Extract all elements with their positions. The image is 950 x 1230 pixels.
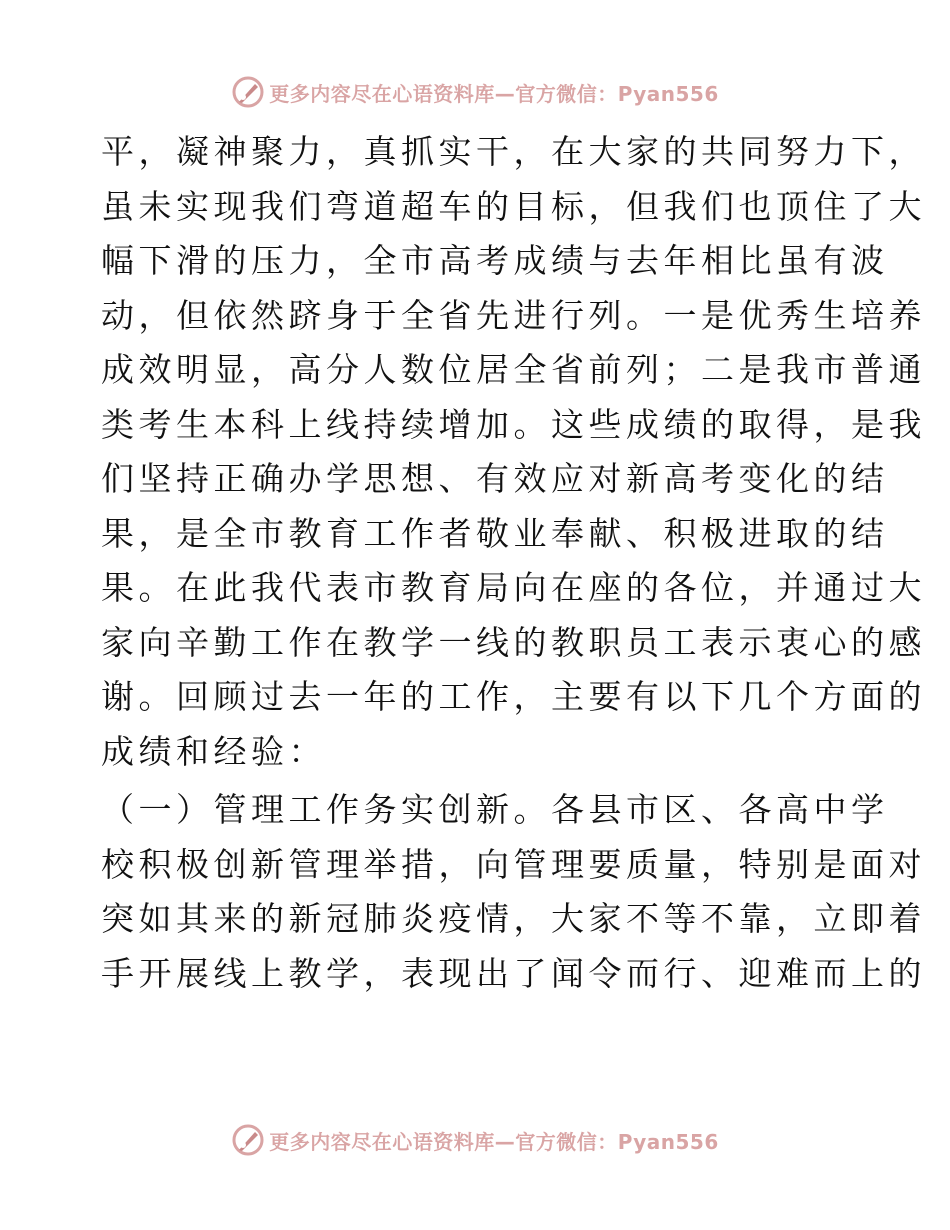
footer-watermark [0, 1120, 950, 1160]
watermark-text: 更多内容尽在心语资料库—官方微信：Pyan556 [269, 81, 719, 106]
text-line: 谢。回顾过去一年的工作，主要有以下几个方面的 [101, 677, 926, 716]
text-line: 幅下滑的压力，全市高考成绩与去年相比虽有波 [101, 241, 889, 280]
paragraph-results [101, 125, 926, 779]
text-line: 果，是全市教育工作者敬业奉献、积极进取的结 [101, 513, 889, 553]
text-line: 成效明显，高分人数位居全省前列；二是我市普通 [101, 350, 926, 389]
text-line: 突如其来的新冠肺炎疫情，大家不等不靠，立即着 [101, 899, 926, 938]
text-line: 虽未实现我们弯道超车的目标，但我们也顶住了大 [101, 186, 926, 226]
quill-circle-icon [231, 75, 265, 109]
text-line: 家向辛勤工作在教学一线的教职员工表示衷心的感 [101, 622, 926, 662]
text-line: 成绩和经验： [101, 731, 326, 771]
text-line: 们坚持正确办学思想、有效应对新高考变化的结 [101, 459, 889, 498]
text-line: 校积极创新管理举措，向管理要质量，特别是面对 [101, 844, 926, 884]
text-line: 平，凝神聚力，真抓实干，在大家的共同努力下， [101, 132, 926, 171]
header-watermark [0, 72, 950, 112]
watermark-text: 更多内容尽在心语资料库—官方微信：Pyan556 [269, 1129, 719, 1154]
text-line: 类考生本科上线持续增加。这些成绩的取得，是我 [101, 404, 926, 444]
paragraph-management [101, 783, 926, 1001]
text-line: 手开展线上教学，表现出了闻令而行、迎难而上的 [101, 953, 926, 993]
text-line: （一）管理工作务实创新。各县市区、各高中学 [101, 790, 889, 829]
text-line: 动，但依然跻身于全省先进行列。一是优秀生培养 [101, 295, 926, 335]
quill-circle-icon [231, 1123, 265, 1157]
text-line: 果。在此我代表市教育局向在座的各位，并通过大 [101, 568, 926, 607]
document-body [101, 125, 926, 1001]
